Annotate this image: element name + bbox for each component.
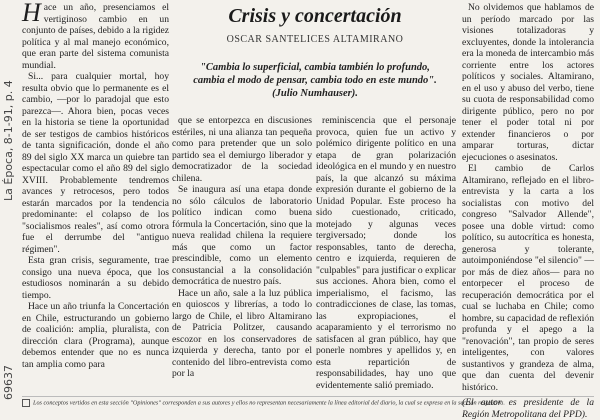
paragraph: Se inaugura así una etapa donde no sólo cálculos de laboratorio político indican como buena fórmula la Concertación, sino que la nueva realidad chilena la requiere más que como un factor prescindible, como un elemento consustancial a la consolidación democrática de nuestro país. (172, 184, 312, 287)
source-date-note: La Época, 8-1-91, p. 4 (2, 80, 15, 202)
paragraph: Si... para cualquier mortal, hoy resulta obvio que lo permanente es el cambio, —por lo paradojal que esto parezca—. Ahora bien, pocas veces en la historia se tiene la oportunidad de ser testigos de cambios históricos de tanta significación, donde el año 89 del siglo XX marca un quiebre tan espectacular como el año 89 del siglo XVIII. Probablemente tendremos avances y retrocesos, pero todos estarán marcados por la tendencia predominante: el colapso de los "socialismos reales", así como otrora fue el derrumbe del "antiguo régimen". (22, 71, 169, 255)
editorial-footnote (22, 396, 594, 407)
article-column-2 (172, 115, 312, 385)
paragraph: ace un año, presenciamos el vertiginoso cambio en un conjunto de países, debido a la rigidez política y al mal manejo económico, que eran parte del sistema comunista mundial. (22, 2, 169, 71)
paragraph: Hace un año triunfa la Concertación en Chile, estructurando un gobierno de coalición: amplia, pluralista, con dirección clara (Programa), aunque debemos entender que no es nunca tan amplia como para (22, 301, 169, 370)
paragraph: Esta gran crisis, seguramente, trae consigo una nueva época, que los estudiosos nominarán a su debido tiempo. (22, 255, 169, 301)
article-column-4 (462, 2, 594, 420)
article-header (175, 0, 455, 100)
article-title: Crisis y concertación (228, 5, 402, 27)
pull-quote: "Cambia lo superficial, cambia también lo profundo, cambia el modo de pensar, cambia todo en este mundo". (Julio Numhauser). (193, 62, 437, 99)
paragraph: No olvidemos que hablamos de un período marcado por las visiones totalizadoras y excluyentes, donde la intolerancia era la moneda de intercambio más corriente entre los actores políticos y sociales. Altamirano, en el uso y abuso del verbo, tiene su cuota de responsabilidad como dirigente público, pero no por tener el poder total ni por extender financieros o por amparar torturas, dictar ejecuciones o asesinatos. (462, 2, 594, 163)
paragraph: reminiscencia que el personaje provoca, quien fue un activo y polémico dirigente político en una etapa de gran polarización ideológica en el mundo y en nuestro país, la que alcanzó su máxima expresión durante el gobierno de la Unidad Popular. Este proceso ha sido cuestionado, criticado, motejado y algunas veces tergiversado; donde los responsables, tanto de derecha, centro e izquierda, requieren de "culpables" para justificar o explicar sus acciones. Ahora bien, como el imperialismo, el facismo, las contradicciones de clase, las tomas, las expropiaciones, el acaparamiento y el terrorismo no satisfacen al gran público, hay que ponerle nombres y apellidos y, en esta repartición de responsabilidades, hay uno que evidentemente salió premiado. (316, 115, 456, 391)
drop-cap: H (22, 0, 41, 27)
paragraph: Hace un año, sale a la luz pública en quioscos y librerías, a todo lo largo de Chile, el libro Altamirano de Patricia Politzer, causando escozor en los conservadores de izquierda y derecha, tanto por el contenido del libro-entrevista como por la (172, 287, 312, 379)
paragraph: que se entorpezca en discusiones estériles, ni una alianza tan pequeña como para pretender que un solo partido sea el demiurgo liberador y democratizador de la sociedad chilena. (172, 115, 312, 184)
author-bio: (El autor es presidente de la Región Metropolitana del PPD). (462, 397, 594, 420)
article-author: OSCAR SANTELICES ALTAMIRANO (226, 34, 404, 45)
square-bullet-icon (22, 399, 30, 407)
paragraph: El cambio de Carlos Altamirano, reflejado en el libro-entrevista y la carta a los socialistas con motivo del congreso "Salvador Allende", posee una doble virtud: como político, su autocrítica es honesta, generosa y tolerante, autoimponiéndose "el silencio" —por más de diez años— para no entorpecer el proceso de recuperación democrática por el cual se luchaba en Chile; como hombre, su capacidad de reflexión profunda y el apego a la "renovación", tan propio de seres inteligentes, con valores sustantivos y grandeza de alma, que dan cuenta del devenir histórico. (462, 163, 594, 393)
article-column-1 (22, 2, 169, 385)
handwritten-margin-note (2, 20, 18, 400)
footnote-text: Los conceptos vertidos en esta sección "Opiniones" corresponden a sus autores y ellos no representan necesariamente la línea editorial del diario, la cual se expresa en la sección respectiva. (33, 399, 505, 407)
catalog-number: 69637 (2, 365, 15, 400)
article-column-3 (316, 115, 456, 391)
